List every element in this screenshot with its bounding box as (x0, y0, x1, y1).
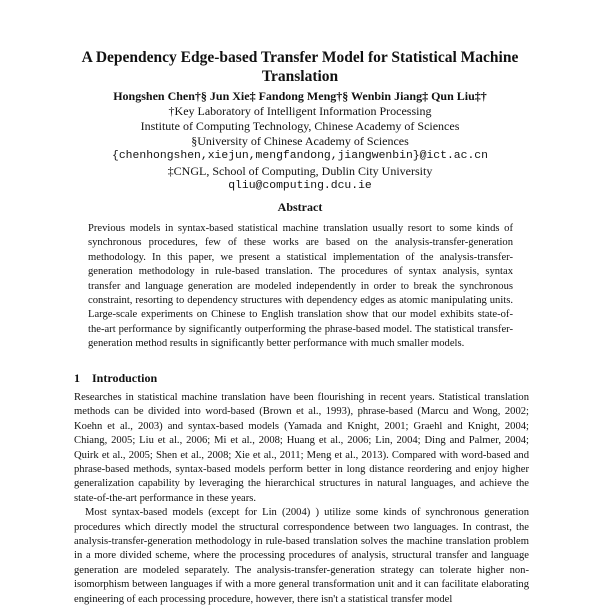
author-list: Hongshen Chen†§ Jun Xie‡ Fandong Meng†§ Wenbin Jiang‡ Qun Liu‡† (113, 89, 487, 103)
email-dcu: qliu@computing.dcu.ie (228, 180, 372, 192)
section-title: Introduction (92, 371, 158, 385)
abstract-heading: Abstract (277, 200, 323, 214)
section-heading-introduction (74, 371, 474, 385)
affiliation-key-lab: †Key Laboratory of Intelligent Information Processing (168, 104, 432, 118)
introduction-body (74, 391, 529, 607)
email-ict: {chenhongshen,xiejun,mengfandong,jiangwenbin}@ict.ac.cn (112, 150, 488, 162)
affiliation-ucas: §University of Chinese Academy of Sciences (191, 134, 409, 148)
affiliation-institute: Institute of Computing Technology, Chinese Academy of Sciences (140, 119, 460, 133)
affiliation-cngl: ‡CNGL, School of Computing, Dublin City University (167, 164, 433, 178)
intro-paragraph-2: Most syntax-based models (except for Lin (2004) ) utilize some kinds of synchronous generation procedures which directly model the structural correspondence between two languages. In contrast, the analysis-transfer-generation methodology in rule-based translation solves the machine translation problem in a more divided scheme, where the processing procedures of analysis, structural transfer and language generation are modeled separately. The analysis-transfer-generation strategy can tolerate higher non-isomorphism between languages if with a more general transformation unit and it can facilitate elaborating engineering of each processing procedure, however, there isn't a statistical transfer model (74, 507, 529, 605)
abstract-text: Previous models in syntax-based statistical machine translation usually resort to some kinds of synchronous procedures, few of these works are based on the analysis-transfer-generation methodology. In this paper, we present a statistical implementation of the analysis-transfer-generation methodology in rule-based translation. The procedures of syntax analysis, syntax transfer and language generation are modeled independently in order to break the synchronous constraint, resorting to dependency structures with dependency edges as atomic manipulating units. Large-scale experiments on Chinese to English translation show that our model exhibits state-of-the-art performance by significantly outperforming the phrase-based model. The statistical transfer-generation method results in significantly better performance with much smaller models. (88, 223, 513, 350)
intro-paragraph-1: Researches in statistical machine translation have been flourishing in recent years. Statistical translation methods can be divided into word-based (Brown et al., 1993), phrase-based (Marcu and Wong, 2002; Koehn et al., 2003) and syntax-based models (Yamada and Knight, 2001; Graehl and Knight, 2004; Chiang, 2005; Liu et al., 2006; Mi et al., 2008; Huang et al., 2006; Lin, 2004; Ding and Palmer, 2004; Quirk et al., 2005; Shen et al., 2008; Xie et al., 2011; Meng et al., 2013). Compared with word-based and phrase-based methods, syntax-based models perform better in long distance reordering and enjoy higher generalization capability by leveraging the hierarchical structures in natural languages, and achieve the state-of-the-art performance in these years. (74, 392, 529, 504)
paper-title: A Dependency Edge-based Transfer Model for Statistical Machine Translation (81, 49, 519, 85)
section-number: 1 (74, 371, 80, 385)
